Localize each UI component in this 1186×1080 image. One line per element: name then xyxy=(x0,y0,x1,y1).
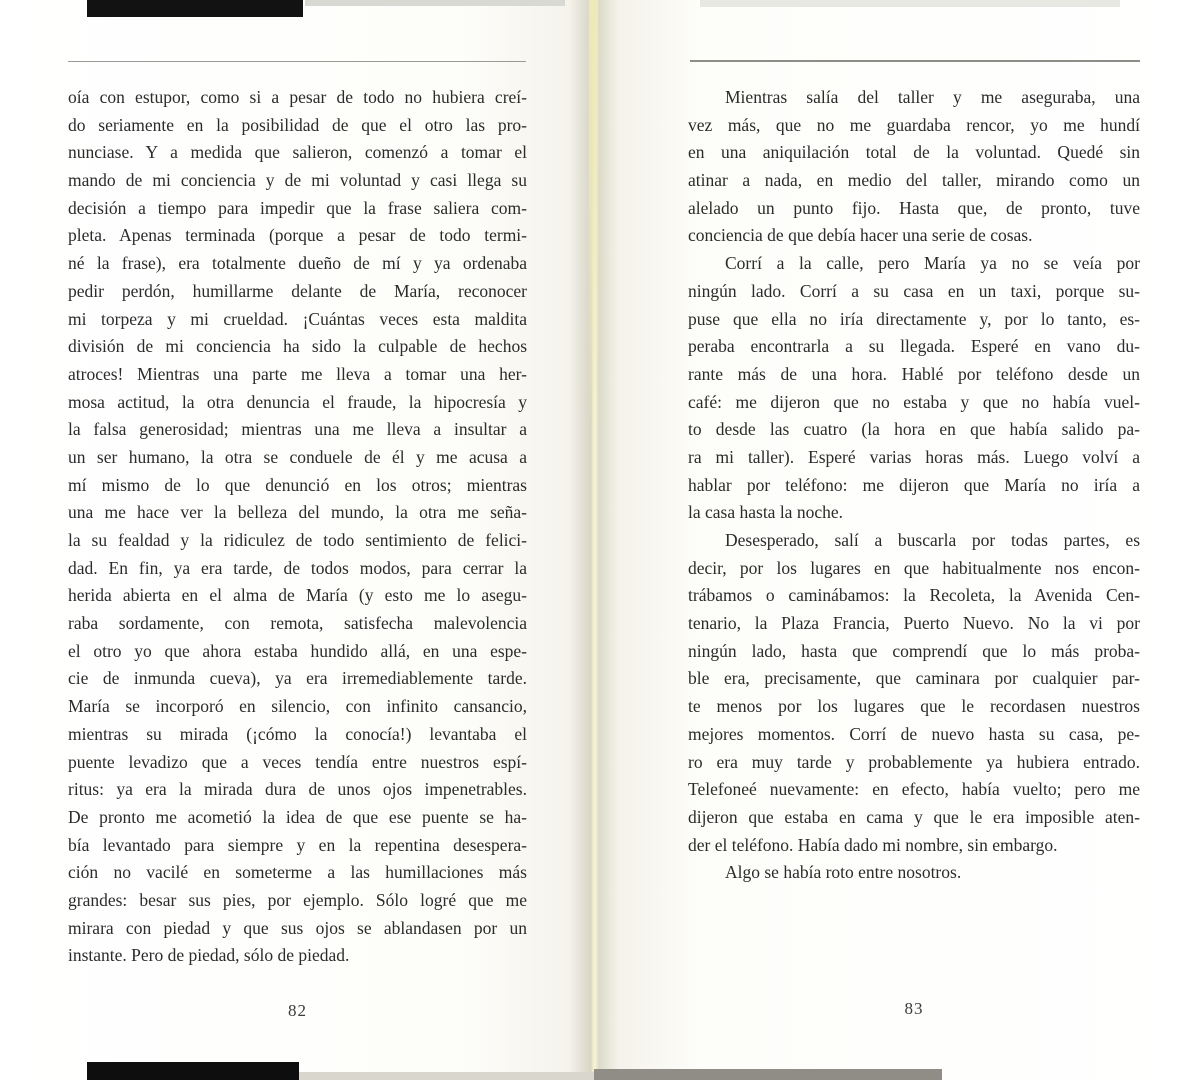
scan-artifact-bottom-center xyxy=(594,1069,942,1080)
scan-artifact-bottom-left xyxy=(87,1062,299,1080)
text-line: ningún lado. Corrí a su casa en un taxi, porque su- xyxy=(688,280,1140,301)
text-line: to desde las cuatro (la hora en que había salido pa- xyxy=(688,419,1140,440)
text-line: Algo se había roto entre nosotros. xyxy=(725,862,962,883)
header-rule-right xyxy=(690,60,1140,62)
text-line: instante. Pero de piedad, sólo de piedad. xyxy=(68,945,350,966)
text-line: De pronto me acometió la idea de que ese puente se ha- xyxy=(68,806,527,827)
paragraph xyxy=(688,250,1140,527)
text-line: do seriamente en la posibilidad de que el otro las pro- xyxy=(68,114,527,135)
text-line: mi torpeza y mi crueldad. ¡Cuántas veces esta maldita xyxy=(68,308,527,329)
paragraph xyxy=(688,527,1140,859)
scan-artifact-top-left xyxy=(87,0,303,17)
text-line: te menos por los lugares que le recordasen nuestros xyxy=(688,696,1140,717)
text-line: el otro yo que ahora estaba hundido allá, en una espe- xyxy=(68,640,527,661)
text-line: atroces! Mientras una parte me lleva a tomar una her- xyxy=(68,363,527,384)
scan-artifact-top-right xyxy=(700,0,1120,7)
text-line: herida abierta en el alma de María (y esto me lo asegu- xyxy=(68,585,527,606)
text-line: un ser humano, la otra se conduele de él y me acusa a xyxy=(68,446,527,467)
text-line: mando de mi conciencia y de mi voluntad y casi llega su xyxy=(68,170,527,191)
text-line: tenario, la Plaza Francia, Puerto Nuevo. No la vi por xyxy=(688,613,1140,634)
text-line: peraba encontrarla a su llegada. Esperé en vano du- xyxy=(688,336,1140,357)
text-line: hablar por teléfono: me dijeron que María no iría a xyxy=(688,474,1140,495)
text-line: café: me dijeron que no estaba y que no había vuel- xyxy=(688,391,1140,412)
header-rule-left xyxy=(68,61,526,62)
text-line: división de mi conciencia ha sido la culpable de hechos xyxy=(68,336,527,357)
text-line: puse que ella no iría directamente y, por lo tanto, es- xyxy=(688,308,1140,329)
text-line: grandes: besar sus pies, por ejemplo. Sólo logré que me xyxy=(68,889,527,910)
text-line: Corrí a la calle, pero María ya no se veía por xyxy=(725,253,1140,274)
text-line: puente levadizo que a veces tendía entre nuestros espí- xyxy=(68,751,527,772)
text-line: trábamos o caminábamos: la Recoleta, la Avenida Cen- xyxy=(688,585,1140,606)
paragraph xyxy=(688,859,1140,887)
text-line: nunciase. Y a medida que salieron, comenzó a tomar el xyxy=(68,142,527,163)
scan-artifact-bottom-fade xyxy=(296,1072,596,1080)
text-line: pleta. Apenas terminada (porque a pesar de todo termi- xyxy=(68,225,527,246)
text-line: ro era muy tarde y probablemente ya hubiera entrado. xyxy=(688,751,1140,772)
text-line: María se incorporó en silencio, con infinito cansancio, xyxy=(68,696,527,717)
text-line: bía levantado para siempre y en la repentina desespera- xyxy=(68,834,527,855)
text-line: Mientras salía del taller y me aseguraba, una xyxy=(725,87,1140,107)
page-number-left: 82 xyxy=(288,1001,307,1020)
text-line: dad. En fin, ya era tarde, de todos modos, para cerrar la xyxy=(68,557,527,578)
text-line: oía con estupor, como si a pesar de todo no hubiera creí- xyxy=(68,87,527,107)
text-line: pedir perdón, humillarme delante de María, reconocer xyxy=(68,280,527,301)
text-line: dijeron que estaba en cama y que le era imposible aten- xyxy=(688,806,1140,827)
text-line: ble era, precisamente, que caminara por cualquier par- xyxy=(688,668,1140,689)
text-line: ra mi taller). Esperé varias horas más. Luego volví a xyxy=(688,446,1140,467)
text-line: mejores momentos. Corrí de nuevo hasta su casa, pe- xyxy=(688,723,1140,744)
paragraph xyxy=(68,84,527,970)
text-line: alelado un punto fijo. Hasta que, de pronto, tuve xyxy=(688,197,1140,218)
scan-artifact-top-center xyxy=(305,0,565,6)
text-line: ningún lado, hasta que comprendí que lo más proba- xyxy=(688,640,1140,661)
text-line: ción no vacilé en someterme a las humillaciones más xyxy=(68,862,527,883)
text-line: raba sordamente, con remota, satisfecha malevolencia xyxy=(68,613,527,634)
text-line: rante más de una hora. Hablé por teléfono desde un xyxy=(688,363,1140,384)
text-line: mirara con piedad y que sus ojos se ablandasen por un xyxy=(68,917,527,938)
text-line: decisión a tiempo para impedir que la frase saliera com- xyxy=(68,197,527,218)
text-line: la falsa generosidad; mientras una me lleva a insultar a xyxy=(68,419,527,440)
page-text-left xyxy=(68,84,527,970)
spine-highlight xyxy=(589,0,598,430)
text-line: né la frase), era totalmente dueño de mí y ya ordenaba xyxy=(68,253,527,274)
paragraph xyxy=(688,84,1140,250)
text-line: atinar a nada, en medio del taller, mirando como un xyxy=(688,170,1140,191)
text-line: en una aniquilación total de la voluntad. Quedé sin xyxy=(688,142,1140,163)
text-line: conciencia de que debía hacer una serie de cosas. xyxy=(688,225,1033,246)
page-text-right xyxy=(688,84,1140,887)
text-line: la casa hasta la noche. xyxy=(688,502,843,523)
text-line: mosa actitud, la otra denuncia el fraude, la hipocresía y xyxy=(68,391,527,412)
text-line: decir, por los lugares en que habitualmente nos encon- xyxy=(688,557,1140,578)
text-line: cie de inmunda cueva), ya era irremediablemente tarde. xyxy=(68,668,527,689)
text-line: vez más, que no me guardaba rencor, yo me hundí xyxy=(688,114,1140,135)
text-line: una me hace ver la belleza del mundo, la otra me seña- xyxy=(68,502,527,523)
text-line: der el teléfono. Había dado mi nombre, sin embargo. xyxy=(688,834,1058,855)
text-line: mientras su mirada (¡cómo la conocía!) levantaba el xyxy=(68,723,527,744)
text-line: Telefoneé nuevamente: en efecto, había vuelto; pero me xyxy=(688,779,1140,800)
text-line: Desesperado, salí a buscarla por todas partes, es xyxy=(725,530,1140,550)
text-line: ritus: ya era la mirada dura de unos ojos impenetrables. xyxy=(68,779,527,800)
text-line: mí mismo de lo que denunció en los otros; mientras xyxy=(68,474,527,495)
page-number-right: 83 xyxy=(904,999,924,1018)
text-line: la su fealdad y la ridiculez de todo sentimiento de felici- xyxy=(68,530,527,550)
